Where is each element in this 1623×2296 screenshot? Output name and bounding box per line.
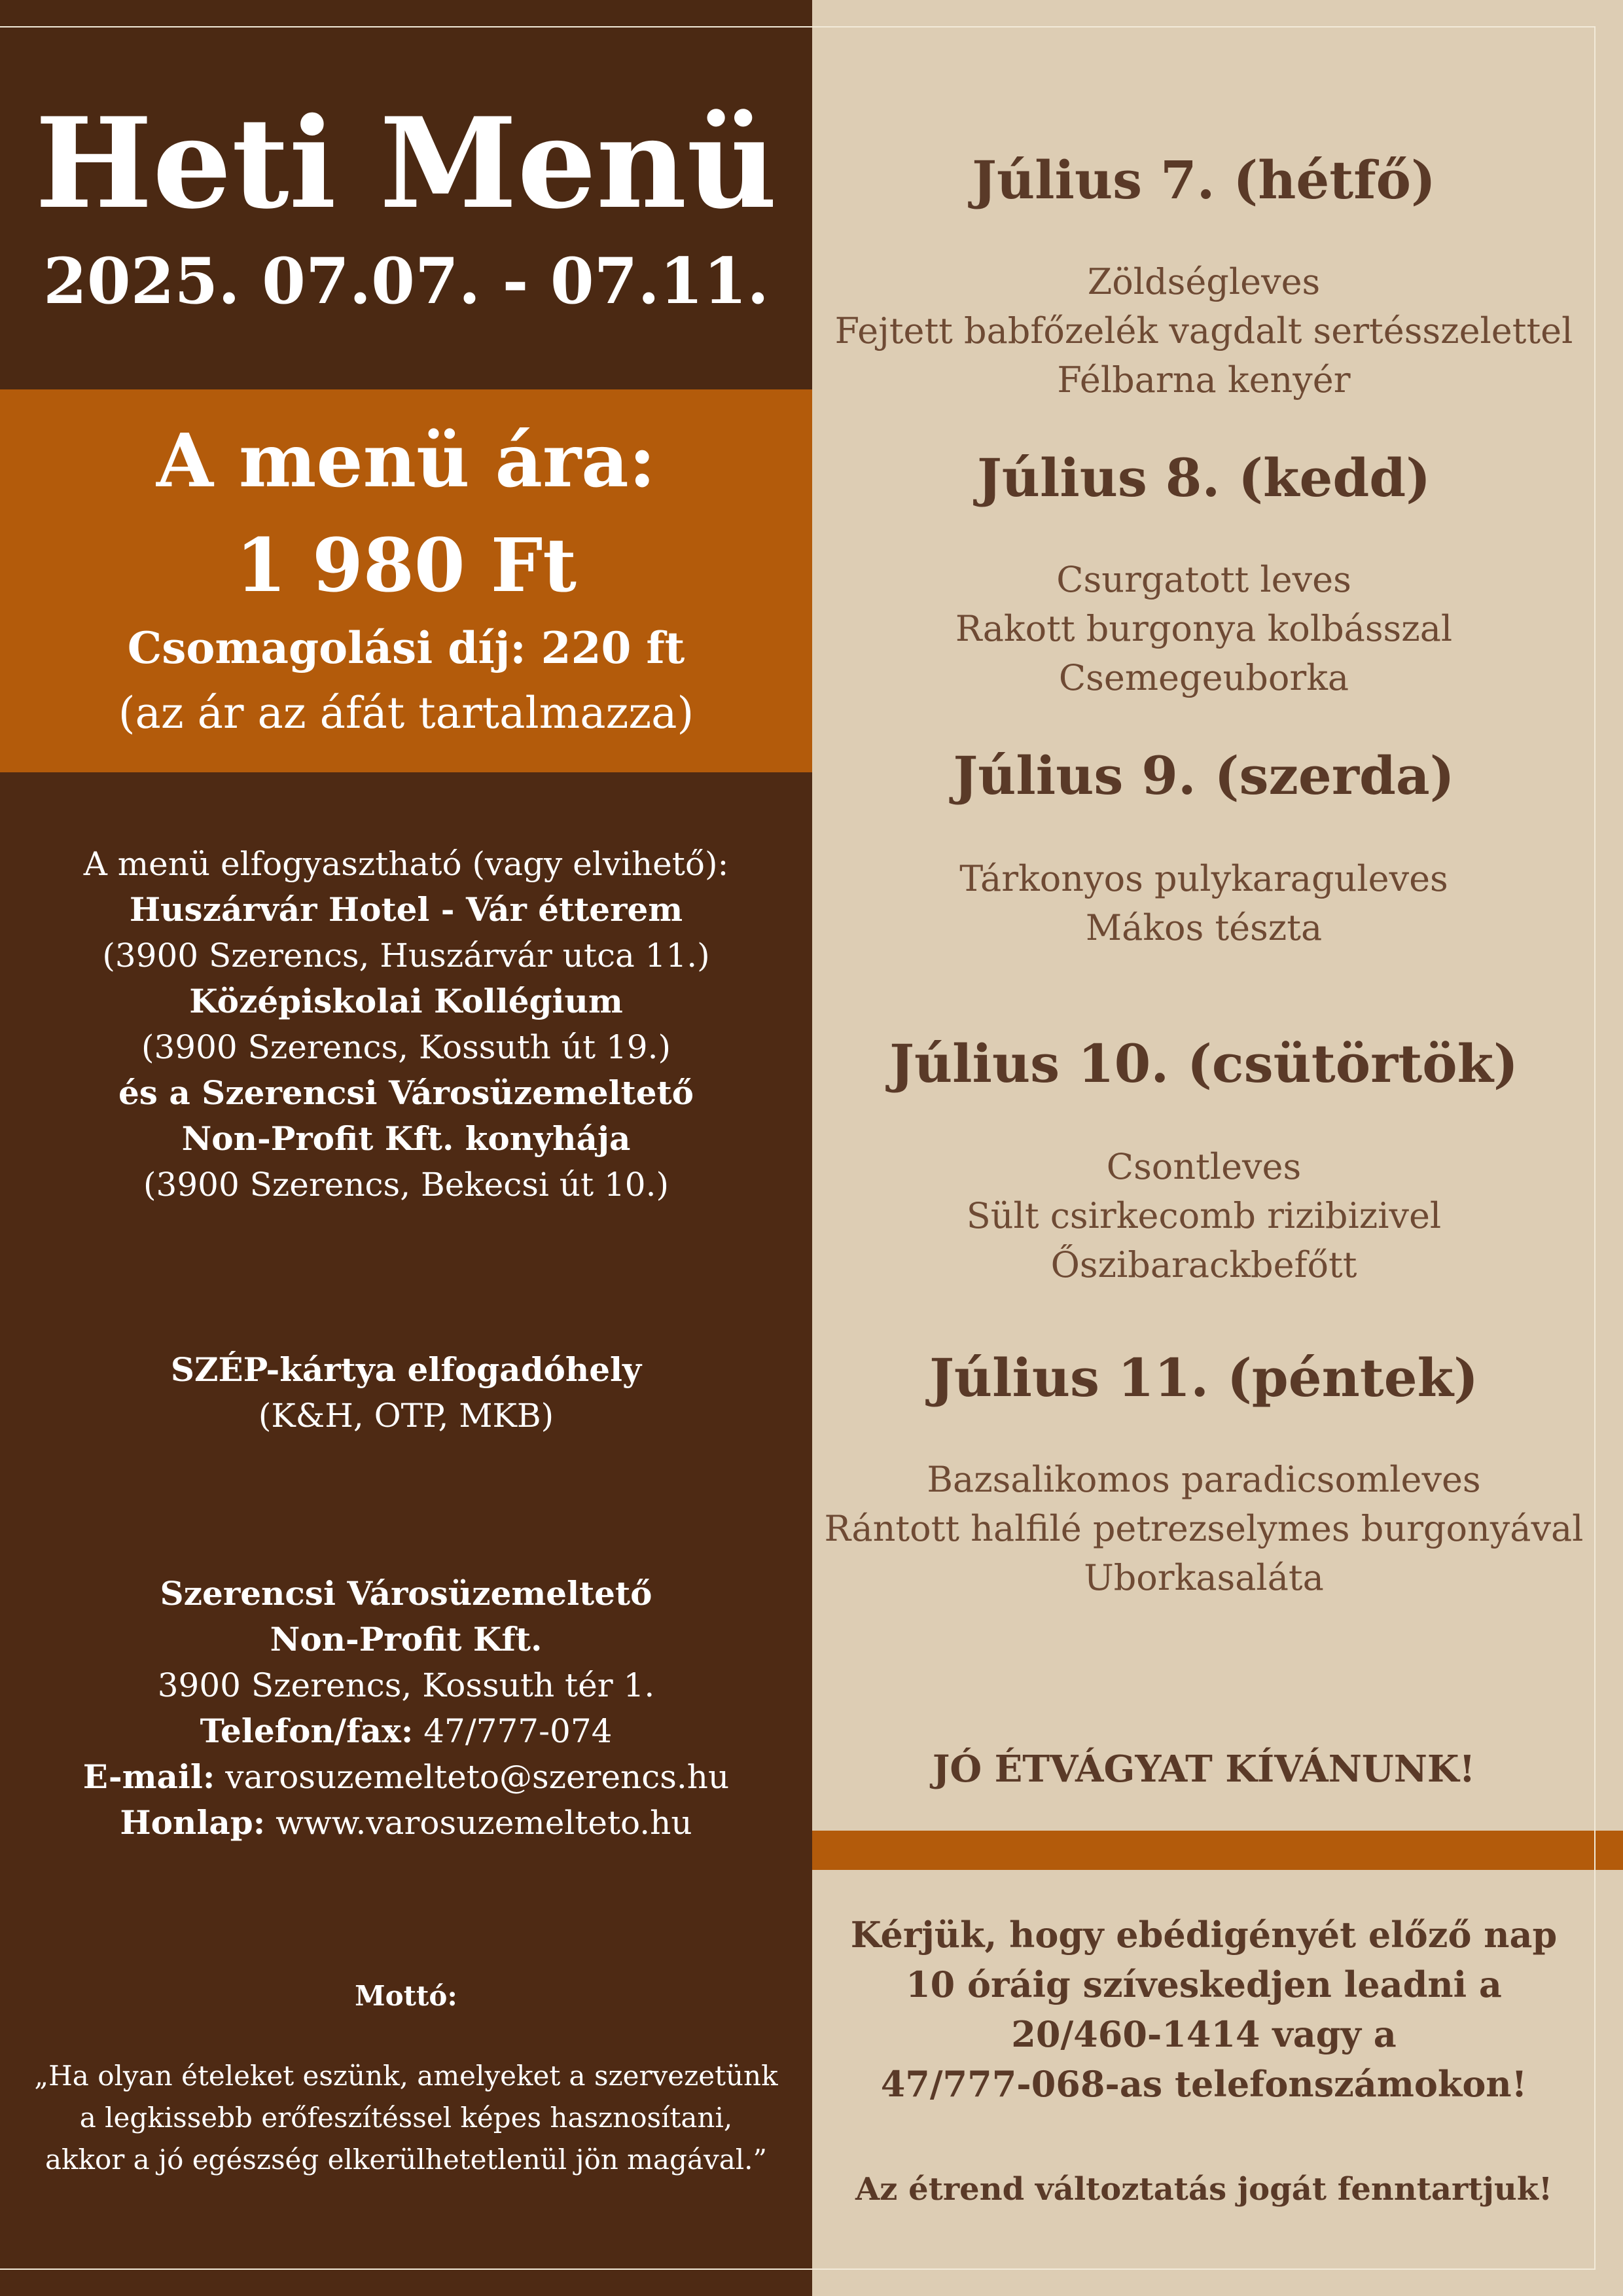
contact-email: E-mail: varosuzemelteto@szerencs.hu bbox=[82, 1757, 730, 1796]
dish: Sült csirkecomb rizibizivel bbox=[966, 1195, 1442, 1236]
dish: Bazsalikomos paradicsomleves bbox=[927, 1459, 1481, 1500]
motto-line: akkor a jó egészség elkerülhetetlenül jön magával.” bbox=[45, 2144, 767, 2176]
dish: Mákos tészta bbox=[1085, 907, 1323, 948]
packaging-fee: Csomagolási díj: 220 ft bbox=[127, 622, 685, 673]
greeting: JÓ ÉTVÁGYAT KÍVÁNUNK! bbox=[932, 1748, 1476, 1791]
date-range: 2025. 07.07. - 07.11. bbox=[43, 244, 769, 318]
location-name: Huszárvár Hotel - Vár étterem bbox=[129, 890, 683, 929]
motto-line: a legkissebb erőfeszítéssel képes hasznosítani, bbox=[79, 2102, 733, 2134]
szep-title: SZÉP-kártya elfogadóhely bbox=[170, 1350, 642, 1389]
price-value: 1 980 Ft bbox=[236, 523, 577, 609]
dish: Félbarna kenyér bbox=[1057, 359, 1351, 401]
day-title: Július 8. (kedd) bbox=[976, 447, 1431, 509]
location-name: Középiskolai Kollégium bbox=[189, 982, 623, 1020]
order-note-line: 10 óráig szíveskedjen leadni a bbox=[906, 1964, 1502, 2005]
order-note-line: 20/460-1414 vagy a bbox=[1011, 2013, 1397, 2055]
price-label: A menü ára: bbox=[156, 418, 656, 504]
disclaimer: Az étrend változtatás jogát fenntartjuk! bbox=[855, 2171, 1553, 2208]
contact-web: Honlap: www.varosuzemelteto.hu bbox=[120, 1803, 692, 1842]
dish: Csemegeuborka bbox=[1058, 657, 1349, 698]
orange-divider bbox=[812, 1831, 1623, 1870]
contact-org: Szerencsi Városüzemeltető bbox=[160, 1574, 652, 1613]
dish: Őszibarackbefőtt bbox=[1050, 1244, 1357, 1285]
dish: Fejtett babfőzelék vagdalt sertésszelettel bbox=[834, 310, 1573, 351]
motto-label: Mottó: bbox=[355, 1980, 457, 2012]
location-name: és a Szerencsi Városüzemeltető bbox=[118, 1073, 694, 1112]
dish: Rántott halfilé petrezselymes burgonyával bbox=[824, 1508, 1584, 1549]
locations-intro: A menü elfogyasztható (vagy elvihető): bbox=[83, 845, 729, 883]
motto-line: „Ha olyan ételeket eszünk, amelyeket a szervezetünk bbox=[34, 2060, 778, 2092]
location-address: (3900 Szerencs, Huszárvár utca 11.) bbox=[102, 937, 710, 975]
page-title: Heti Menü bbox=[35, 90, 777, 236]
dish: Uborkasaláta bbox=[1084, 1557, 1324, 1598]
day-title: Július 10. (csütörtök) bbox=[889, 1033, 1518, 1094]
location-address: (3900 Szerencs, Bekecsi út 10.) bbox=[143, 1166, 669, 1204]
szep-banks: (K&H, OTP, MKB) bbox=[258, 1397, 554, 1435]
day-title: Július 9. (szerda) bbox=[953, 745, 1455, 806]
dish: Zöldségleves bbox=[1087, 261, 1321, 302]
dish: Tárkonyos pulykaraguleves bbox=[959, 858, 1448, 899]
order-note-line: Kérjük, hogy ebédigényét előző nap bbox=[850, 1914, 1558, 1956]
day-title: Július 7. (hétfő) bbox=[972, 149, 1436, 211]
day-title: Július 11. (péntek) bbox=[929, 1347, 1478, 1408]
dish: Csontleves bbox=[1106, 1146, 1302, 1187]
vat-note: (az ár az áfát tartalmazza) bbox=[118, 688, 694, 738]
dish: Csurgatott leves bbox=[1056, 559, 1351, 600]
location-address: (3900 Szerencs, Kossuth út 19.) bbox=[141, 1028, 671, 1066]
dish: Rakott burgonya kolbásszal bbox=[955, 608, 1453, 649]
contact-address: 3900 Szerencs, Kossuth tér 1. bbox=[157, 1666, 655, 1704]
order-note-line: 47/777-068-as telefonszámokon! bbox=[880, 2063, 1527, 2105]
contact-phone: Telefon/fax: 47/777-074 bbox=[200, 1712, 613, 1750]
contact-org-2: Non-Profit Kft. bbox=[270, 1620, 543, 1659]
location-name-2: Non-Profit Kft. konyhája bbox=[181, 1119, 631, 1158]
